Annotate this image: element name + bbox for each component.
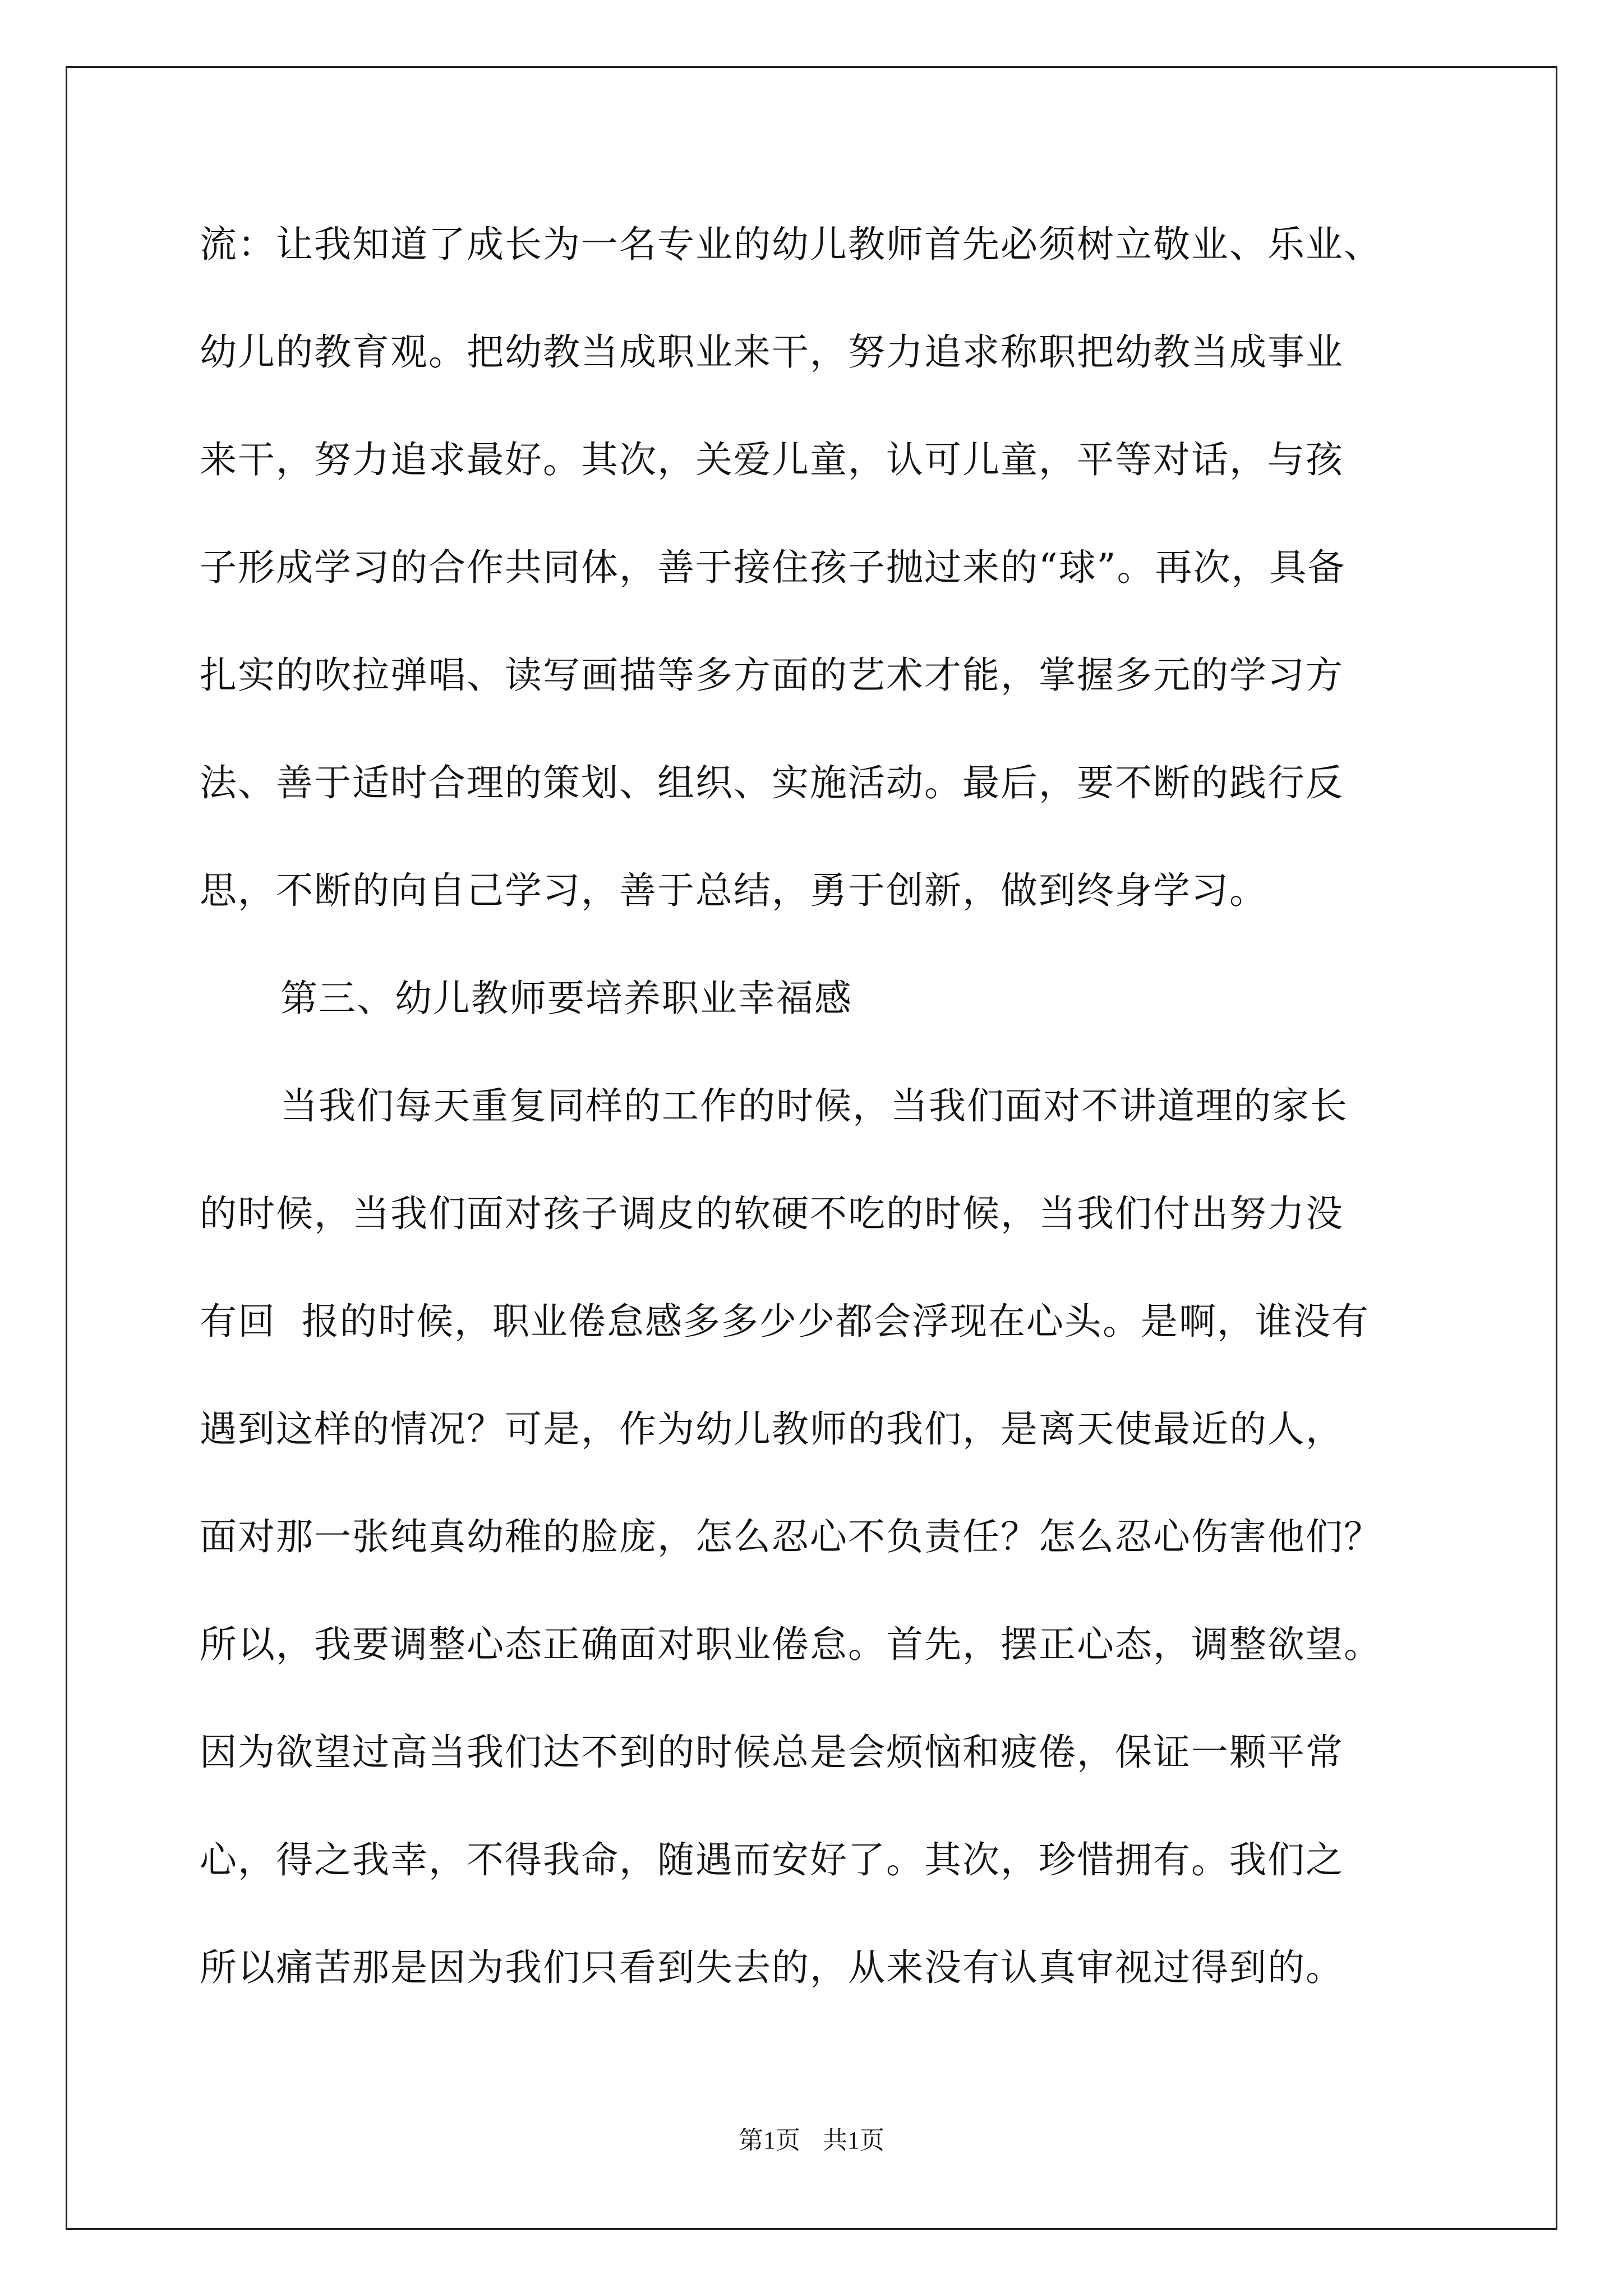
page-total: 共1页 [823,2127,884,2154]
text-line-5: 扎实的吹拉弹唱、读写画描等多方面的艺术才能，掌握多元的学习方 [200,654,1344,697]
text-line-3: 来干，努力追求最好。其次，关爱儿童，认可儿童，平等对话，与孩 [200,438,1344,481]
text-line-13: 面对那一张纯真幼稚的脸庞，怎么忍心不负责任？怎么忍心伤害他们？ [200,1515,1382,1558]
text-line-17: 所以痛苦那是因为我们只看到失去的，从来没有认真审视过得到的。 [200,1946,1344,1989]
text-line-10: 的时候，当我们面对孩子调皮的软硬不吃的时候，当我们付出努力没 [200,1192,1344,1235]
text-line-7: 思，不断的向自己学习，善于总结，勇于创新，做到终身学习。 [200,869,1267,912]
text-line-11: 有回 报的时候，职业倦怠感多多少少都会浮现在心头。是啊，谁没有 [200,1300,1370,1343]
text-line-12: 遇到这样的情况？可是，作为幼儿教师的我们，是离天使最近的人， [200,1407,1344,1451]
text-line-6: 法、善于适时合理的策划、组织、实施活动。最后，要不断的践行反 [200,761,1344,804]
text-line-1: 流：让我知道了成长为一名专业的幼儿教师首先必须树立敬业、乐业、 [200,223,1382,266]
page-number: 第1页 [739,2127,800,2154]
text-line-9: 当我们每天重复同样的工作的时候，当我们面对不讲道理的家长 [280,1084,1348,1128]
text-line-16: 心，得之我幸，不得我命，随遇而安好了。其次，珍惜拥有。我们之 [200,1838,1344,1881]
page-border [66,66,1557,2230]
text-line-15: 因为欲望过高当我们达不到的时候总是会烦恼和疲倦，保证一颗平常 [200,1731,1344,1774]
section-heading: 第三、幼儿教师要培养职业幸福感 [280,977,852,1020]
text-line-4: 子形成学习的合作共同体，善于接住孩子抛过来的“球”。再次，具备 [200,546,1346,589]
text-line-2: 幼儿的教育观。把幼教当成职业来干，努力追求称职把幼教当成事业 [200,330,1344,374]
page-footer [0,2125,1623,2156]
text-line-14: 所以，我要调整心态正确面对职业倦怠。首先，摆正心态，调整欲望。 [200,1623,1382,1666]
